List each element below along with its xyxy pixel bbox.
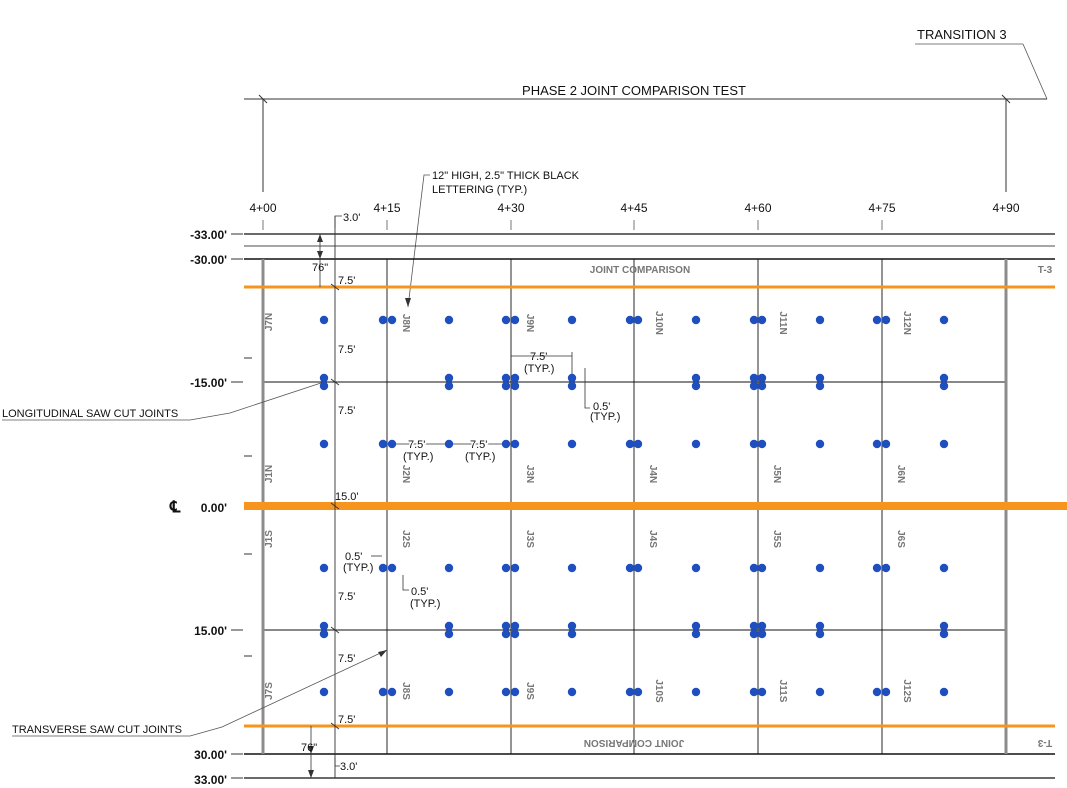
dowel-dot [388,316,396,324]
dim-typ-value: 7.5' [408,439,426,451]
dowel-dot [940,688,948,696]
dowel-dot [750,316,758,324]
transition-label: TRANSITION 3 [917,27,1007,42]
dowel-dot [816,440,824,448]
joint-id: J1S [264,530,275,548]
band-label-bottom: JOINT COMPARISON [583,737,685,748]
joint-id: J3S [524,530,535,548]
station-4-15: 4+15 [373,201,401,215]
dowel-dot [882,316,890,324]
dowel-dot [502,316,510,324]
dowel-dot [320,622,328,630]
dowel-dot [320,630,328,638]
longitudinal-label: LONGITUDINAL SAW CUT JOINTS [2,408,179,420]
dowel-dot [568,440,576,448]
dowel-dot [692,316,700,324]
dowel-dot [626,564,634,572]
dowel-dot [750,564,758,572]
joint-id: J6N [895,464,906,484]
joint-id: J4N [647,464,658,484]
dowel-dot [692,440,700,448]
dowel-dot [873,564,881,572]
dim-typ-note: (TYP.) [524,363,555,375]
station-4-60: 4+60 [744,201,772,215]
dowel-dot [511,440,519,448]
dowel-dot [445,374,453,382]
offset-33: 33.00' [194,773,227,787]
dowel-dot [568,630,576,638]
transition-leader [1023,44,1047,99]
dim-7-5: 7.5' [338,344,356,356]
dim-typ-leader [403,575,409,590]
dim-76-top: 76" [312,262,329,274]
dowel-dot [634,688,642,696]
dowel-dot [320,382,328,390]
dowel-dot [511,688,519,696]
dim-7-5: 7.5' [338,653,356,665]
dowel-dot [816,316,824,324]
dim-3-top: 3.0' [343,212,361,224]
joint-id: J10N [653,311,664,335]
joint-id: J8S [400,682,411,700]
joint-id: J12N [901,311,912,335]
dowel-dot [626,688,634,696]
dowel-dot [511,382,519,390]
joint-id: J10S [653,679,664,703]
band-label-top: JOINT COMPARISON [589,265,691,276]
dim-typ-note: (TYP.) [343,562,374,574]
lettering-callout-2: LETTERING (TYP.) [432,184,528,196]
dim-15: 15.0' [335,491,359,503]
dowel-dot [873,688,881,696]
dowel-dot [502,622,510,630]
dowel-dot [692,630,700,638]
offset-30: 30.00' [194,748,227,762]
dim-typ-note: (TYP.) [465,451,496,463]
dowel-dot [568,316,576,324]
centerline-symbol: ℄ [170,499,181,516]
dowel-dot [940,382,948,390]
dowel-dot [758,382,766,390]
dowel-dot [568,564,576,572]
arrow [308,770,314,778]
dowel-dot [320,564,328,572]
dowel-dot [320,316,328,324]
dowel-dot [379,688,387,696]
joint-id: J9N [524,313,535,333]
dowel-dot [511,316,519,324]
dowel-dot [568,382,576,390]
joint-id: J12S [901,679,912,703]
dowel-dot [692,688,700,696]
station-4-90: 4+90 [992,201,1020,215]
dowel-dot [568,622,576,630]
dowel-dot [692,382,700,390]
dowel-dot [445,622,453,630]
dowel-dot [750,688,758,696]
dowel-dot [502,374,510,382]
offset-neg30: -30.00' [190,253,227,267]
joint-id: J7N [264,312,275,332]
station-4-45: 4+45 [620,201,648,215]
joint-id: J6S [895,530,906,548]
dowel-dot [445,382,453,390]
dowel-dot [758,374,766,382]
joint-id: J11S [777,679,788,703]
dowel-dot [320,688,328,696]
dim-typ-note: (TYP.) [590,411,621,423]
dowel-dot [445,630,453,638]
dowel-dot [502,564,510,572]
dowel-dot [750,622,758,630]
dowel-dot [940,316,948,324]
dowel-dot [940,622,948,630]
lettering-callout-1: 12" HIGH, 2.5" THICK BLACK [432,170,579,182]
dowel-dot [502,630,510,638]
dowel-dot [758,316,766,324]
dowel-dot [882,564,890,572]
dowel-dot [692,374,700,382]
station-4-30: 4+30 [497,201,525,215]
offset-15: 15.00' [194,624,227,638]
dowel-dot [634,440,642,448]
offset-neg15: -15.00' [190,376,227,390]
dowel-dot [388,440,396,448]
transverse-label: TRANSVERSE SAW CUT JOINTS [12,724,182,736]
station-4-75: 4+75 [868,201,896,215]
dowel-dot [940,374,948,382]
dowel-dot [568,688,576,696]
joint-id: J8N [400,313,411,333]
dowel-dot [502,382,510,390]
dowel-dot [758,440,766,448]
dowel-dot [816,630,824,638]
dowel-dot [750,374,758,382]
dim-typ-value: 0.5' [345,551,363,563]
dim-76-bottom: 76" [301,742,318,754]
band-end-bottom: T-3 [1037,737,1053,748]
dim-typ-note: (TYP.) [403,451,434,463]
dowel-dot [445,688,453,696]
dim-typ-value: 0.5' [411,586,429,598]
dowel-dot [692,564,700,572]
joint-id: J7S [264,682,275,700]
dim-typ-value: 0.5' [593,401,611,413]
dowel-dot [940,564,948,572]
arrow [317,234,323,242]
dowel-dot [511,374,519,382]
joint-id: J2S [400,530,411,548]
dowel-dot [626,316,634,324]
dowel-dot [379,440,387,448]
dowel-dot [634,564,642,572]
band-end-top: T-3 [1037,265,1053,276]
dowel-dot [692,622,700,630]
dowel-dot [750,440,758,448]
dowel-dot [940,440,948,448]
joint-id: J11N [777,311,788,335]
dowel-dot [816,374,824,382]
arrow [317,251,323,259]
dowel-dot [882,688,890,696]
joint-id: J5N [771,464,782,484]
joint-id: J3N [524,464,535,484]
joint-id: J5S [771,530,782,548]
dim-typ-leader [585,368,590,408]
dowel-dot [758,630,766,638]
dowel-dot [511,630,519,638]
dim-3-leader-top [335,216,342,228]
offset-neg33: -33.00' [190,228,227,242]
test-title: PHASE 2 JOINT COMPARISON TEST [522,83,746,98]
dim-7-5: 7.5' [338,405,356,417]
dim-3-bottom: 3.0' [340,761,358,773]
station-4-00: 4+00 [249,201,277,215]
dowel-dot [758,688,766,696]
joint-id: J1N [264,464,275,484]
dowel-dot [568,374,576,382]
dowel-dot [502,440,510,448]
dowel-dot [758,564,766,572]
dowel-dot [388,564,396,572]
dowel-dot [634,316,642,324]
dowel-dot [388,688,396,696]
dowel-dot [816,622,824,630]
dowel-dot [873,440,881,448]
offset-0: 0.00' [200,501,227,515]
dowel-dot [816,564,824,572]
joint-id: J4S [647,530,658,548]
lettering-arrow [405,298,411,307]
dowel-dot [816,382,824,390]
dowel-dot [320,440,328,448]
dim-typ-note: (TYP.) [410,598,441,610]
arrow [378,650,387,657]
joint-id: J2N [400,464,411,484]
dim-typ-value: 7.5' [530,351,548,363]
dowel-dot [379,316,387,324]
dowel-dot [379,564,387,572]
dowel-dot [502,688,510,696]
dowel-dot [511,622,519,630]
dowel-dot [873,316,881,324]
dim-typ-value: 7.5' [470,439,488,451]
dowel-dot [445,440,453,448]
dowel-dot [750,382,758,390]
dim-7-5: 7.5' [338,714,356,726]
joint-id: J9S [524,682,535,700]
dim-7-5: 7.5' [338,275,356,287]
dowel-dot [445,564,453,572]
dowel-dot [758,622,766,630]
dowel-dot [816,688,824,696]
dowel-dot [445,316,453,324]
dowel-dot [750,630,758,638]
dowel-dot [320,374,328,382]
dowel-dot [511,564,519,572]
dowel-dot [940,630,948,638]
dim-7-5: 7.5' [338,591,356,603]
dowel-dot [882,440,890,448]
dowel-dot [626,440,634,448]
